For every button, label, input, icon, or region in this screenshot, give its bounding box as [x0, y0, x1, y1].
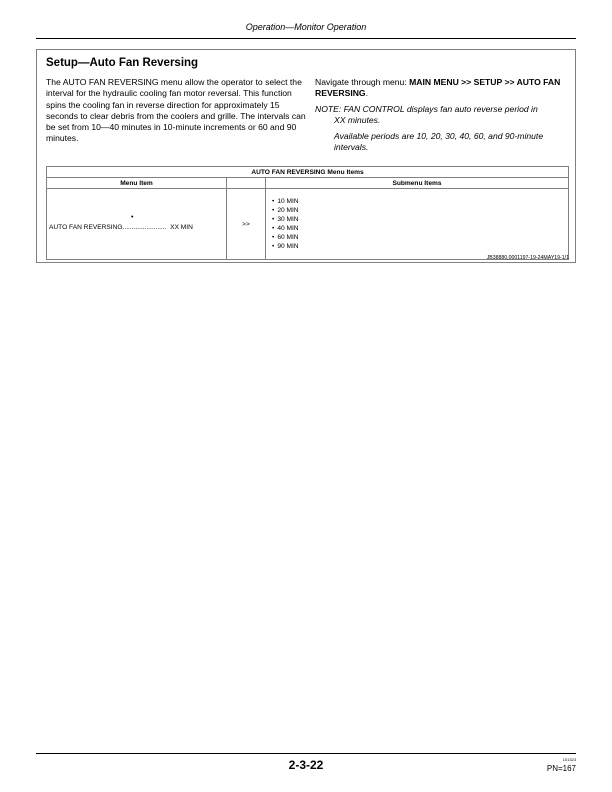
right-column: [315, 77, 569, 154]
section-box: [36, 49, 576, 263]
list-item: • 40 MIN: [272, 224, 566, 233]
list-item: • 90 MIN: [272, 242, 566, 251]
small-code: 101323: [562, 757, 576, 762]
document-reference: JB38880,0001197-19-24MAY19-1/1: [486, 255, 569, 261]
table-row: [47, 189, 569, 260]
header-rule: [36, 38, 576, 39]
col-header-arrow: [227, 178, 266, 189]
menu-items-table: [46, 166, 569, 260]
menu-item-bullet: •: [131, 214, 134, 221]
note-line-2: XX minutes.: [334, 114, 381, 125]
section-title: Setup—Auto Fan Reversing: [46, 57, 199, 69]
note-fan-control: [315, 104, 569, 127]
col-header-submenu-items: Submenu Items: [266, 178, 569, 189]
arrow-cell: >>: [227, 189, 266, 260]
submenu-cell: [266, 189, 569, 260]
footer-rule: [36, 753, 576, 754]
menu-item-value: XX MIN: [170, 224, 193, 231]
navigate-path: MAIN MENU >> SETUP >> AUTO FAN REVERSING: [315, 77, 561, 99]
leader-dots: ........................: [122, 224, 167, 231]
pn-number: PN=167: [546, 764, 576, 773]
menu-item-name: AUTO FAN REVERSING: [49, 224, 123, 231]
running-header: Operation—Monitor Operation: [245, 22, 367, 32]
menu-item-label: [49, 224, 193, 231]
body-text: The AUTO FAN REVERSING menu allow the operator to select the interval for the hydraulic cooling fan motor reversal. This function spins the cooling fan in reverse direction for approximately 15 seconds to clear debris from the coolers and grille. The intervals can be set from 10—40 minutes in 10-minute increments or 60 and 90 minutes.: [46, 77, 306, 144]
menu-item-cell: [47, 189, 227, 260]
navigate-prefix: Navigate through menu:: [315, 77, 410, 87]
page-number: 2-3-22: [288, 758, 324, 772]
list-item: • 10 MIN: [272, 197, 566, 206]
navigate-instruction: [315, 77, 569, 100]
submenu-list: [268, 194, 566, 255]
list-item: • 60 MIN: [272, 233, 566, 242]
list-item: • 20 MIN: [272, 206, 566, 215]
navigate-suffix: .: [365, 88, 369, 99]
note-line-1: NOTE: FAN CONTROL displays fan auto reverse period in: [315, 103, 538, 114]
table-caption: AUTO FAN REVERSING Menu Items: [47, 167, 569, 178]
note-periods: Available periods are 10, 20, 30, 40, 60, and 90-minute intervals.: [334, 131, 544, 153]
list-item: • 30 MIN: [272, 215, 566, 224]
col-header-menu-item: Menu Item: [47, 178, 227, 189]
